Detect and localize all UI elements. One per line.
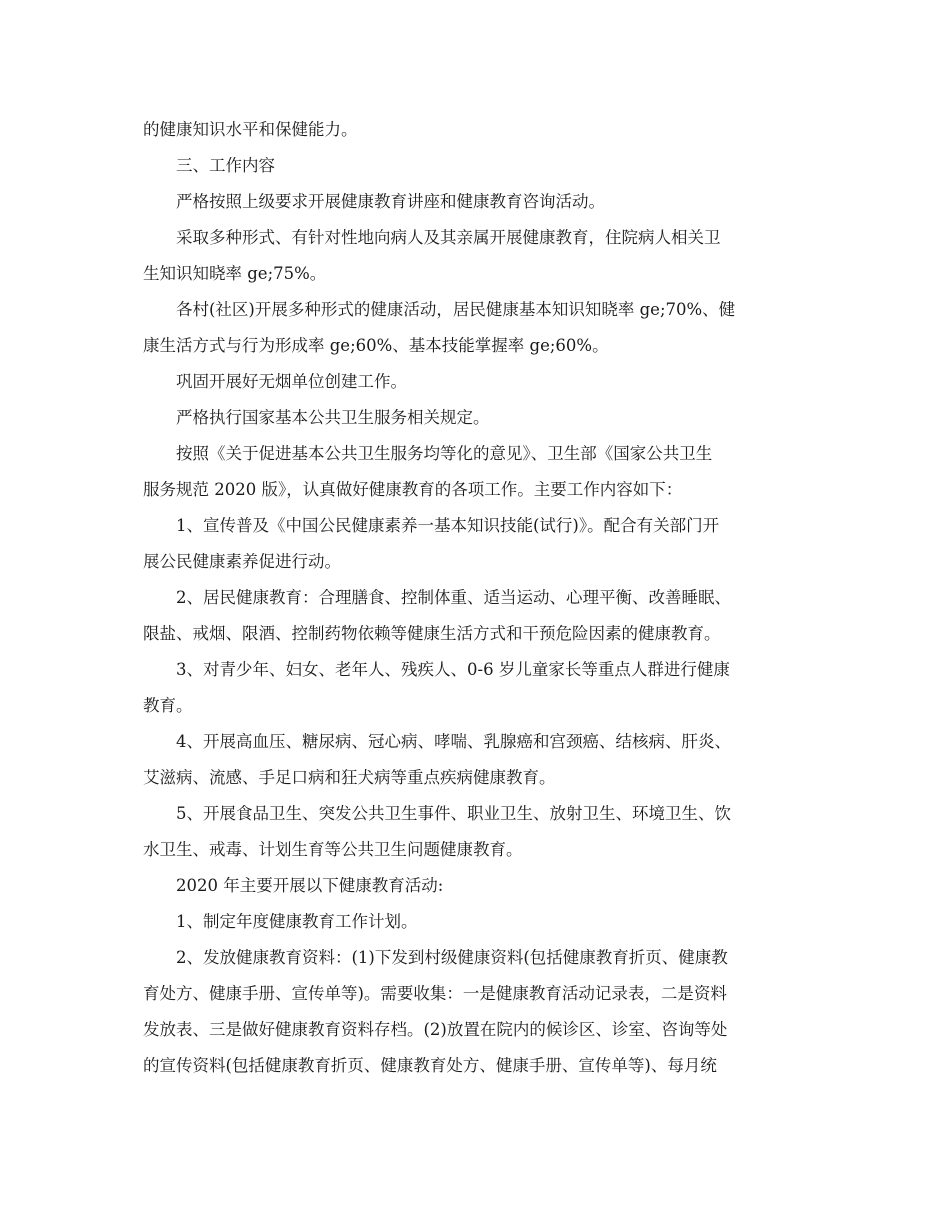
text-line: 的健康知识水平和保健能力。 [143,120,358,139]
text-line: 教育。 [143,696,193,715]
text-line: 2、居民健康教育：合理膳食、控制体重、适当运动、心理平衡、改善睡眠、 [176,588,731,607]
text-line: 展公民健康素养促进行动。 [143,552,341,571]
text-line: 三、工作内容 [176,156,275,175]
text-line: 巩固开展好无烟单位创建工作。 [176,372,407,391]
text-line: 服务规范 2020 版》，认真做好健康教育的各项工作。主要工作内容如下： [143,480,683,499]
text-line: 4、开展高血压、糖尿病、冠心病、哮喘、乳腺癌和宫颈癌、结核病、肝炎、 [176,732,731,751]
text-line: 5、开展食品卫生、突发公共卫生事件、职业卫生、放射卫生、环境卫生、饮 [176,804,731,823]
text-line: 的宣传资料(包括健康教育折页、健康教育处方、健康手册、宣传单等)、每月统 [143,1056,717,1075]
document-body [143,112,808,1084]
text-line: 限盐、戒烟、限酒、控制药物依赖等健康生活方式和干预危险因素的健康教育。 [143,624,721,643]
text-line: 采取多种形式、有针对性地向病人及其亲属开展健康教育，住院病人相关卫 [176,228,721,247]
text-line: 严格执行国家基本公共卫生服务相关规定。 [176,408,490,427]
text-line: 2、发放健康教育资料：(1)下发到村级健康资料(包括健康教育折页、健康教 [176,948,728,967]
text-line: 1、制定年度健康教育工作计划。 [176,912,418,931]
text-line: 育处方、健康手册、宣传单等)。需要收集：一是健康教育活动记录表，二是资料 [143,984,727,1003]
text-line: 各村(社区)开展多种形式的健康活动，居民健康基本知识知晓率 ge;70%、健 [176,300,736,319]
text-line: 按照《关于促进基本公共卫生服务均等化的意见》、卫生部《国家公共卫生 [176,444,713,463]
text-line: 发放表、三是做好健康教育资料存档。(2)放置在院内的候诊区、诊室、咨询等处 [143,1020,728,1039]
text-line: 水卫生、戒毒、计划生育等公共卫生问题健康教育。 [143,840,523,859]
text-line: 3、对青少年、妇女、老年人、残疾人、0-6 岁儿童家长等重点人群进行健康 [176,660,730,679]
text-line: 2020 年主要开展以下健康教育活动: [176,876,444,895]
text-line: 严格按照上级要求开展健康教育讲座和健康教育咨询活动。 [176,192,605,211]
text-line: 生知识知晓率 ge;75%。 [143,264,327,283]
text-line: 艾滋病、流感、手足口病和狂犬病等重点疾病健康教育。 [143,768,556,787]
text-line: 1、宣传普及《中国公民健康素养一基本知识技能(试行)》。配合有关部门开 [176,516,720,535]
text-line: 康生活方式与行为形成率 ge;60%、基本技能掌握率 ge;60%。 [143,336,609,355]
